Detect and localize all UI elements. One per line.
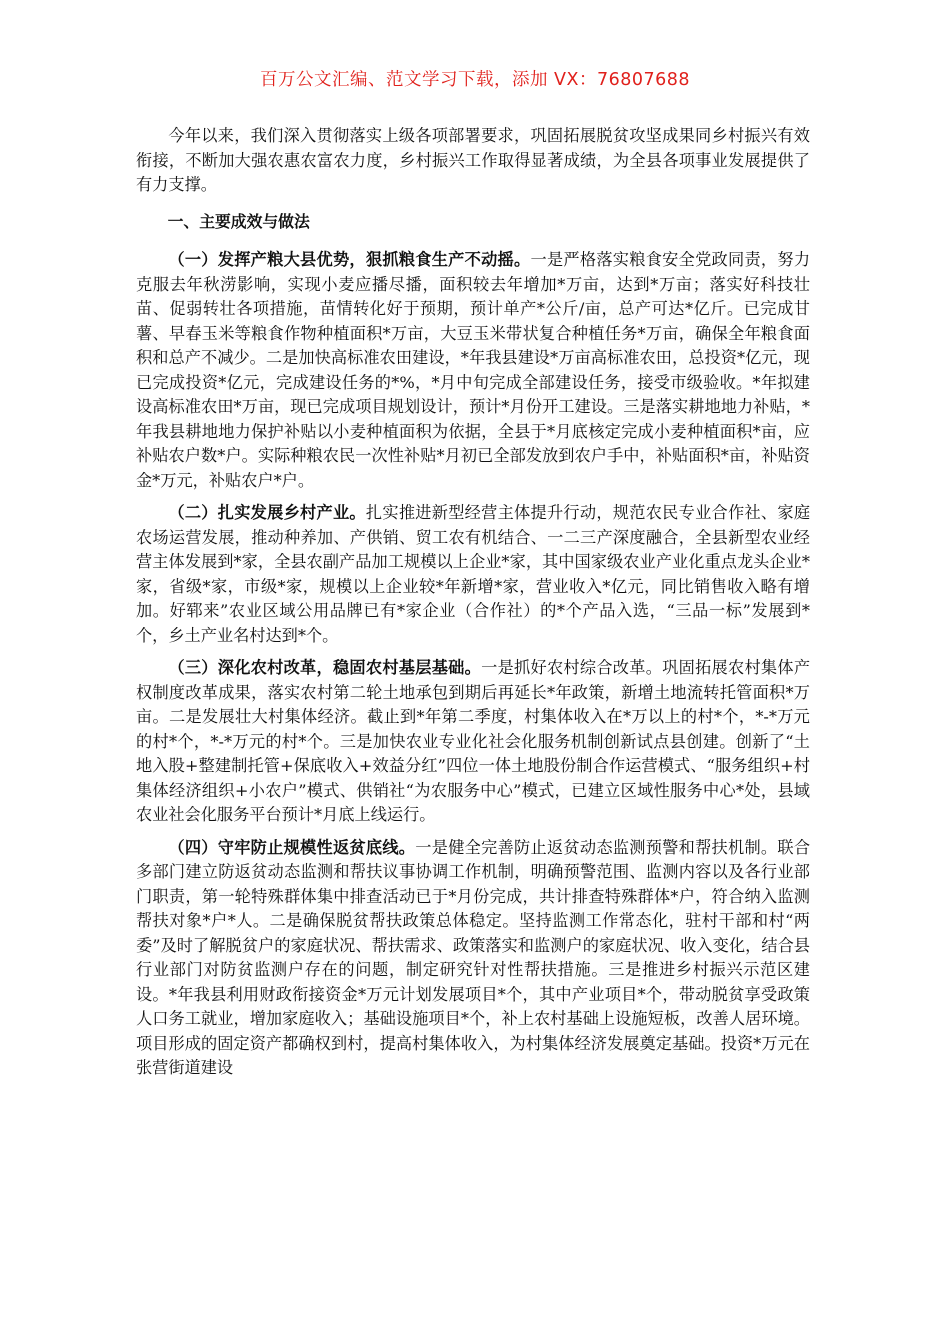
item-paragraph-3 [136, 656, 810, 828]
item-lead-1: （一）发挥产粮大县优势，狠抓粮食生产不动摇。 [168, 250, 531, 269]
item-body-1: 一是严格落实粮食安全党政同责，努力克服去年秋涝影响，实现小麦应播尽播，面积较去年增加*万亩，达到*万亩；落实好科技壮苗、促弱转壮各项措施，苗情转化好于预期，预计单产*公斤/亩，总产可达*亿斤。已完成甘薯、早春玉米等粮食作物种植面积*万亩，大豆玉米带状复合种植任务*万亩，确保全年粮食面积和总产不减少。二是加快高标准农田建设，*年我县建设*万亩高标准农田，总投资*亿元，现已完成投资*亿元，完成建设任务的*%，*月中旬完成全部建设任务，接受市级验收。*年拟建设高标准农田*万亩，现已完成项目规划设计，预计*月份开工建设。三是落实耕地地力补贴，*年我县耕地地力保护补贴以小麦种植面积为依据，全县于*月底核定完成小麦种植面积*亩，应补贴农户数*户。实际种粮农民一次性补贴*月初已全部发放到农户手中，补贴面积*亩，补贴资金*万元，补贴农户*户。 [136, 250, 811, 490]
item-paragraph-4 [136, 836, 810, 1081]
item-lead-2: （二）扎实发展乡村产业。 [168, 503, 366, 522]
item-body-3: 一是抓好农村综合改革。巩固拓展农村集体产权制度改革成果，落实农村第二轮土地承包到期后再延长*年政策，新增土地流转托管面积*万亩。二是发展壮大村集体经济。截止到*年第二季度，村集体收入在*万以上的村*个，*-*万元的村*个，*-*万元的村*个。三是加快农业专业化社会化服务机制创新试点县创建。创新了“土地入股+整建制托管+保底收入+效益分红”四位一体土地股份制合作运营模式、“服务组织+村集体经济组织+小农户”模式、供销社“为农服务中心”模式，已建立区域性服务中心*处，县域农业社会化服务平台预计*月底上线运行。 [136, 658, 811, 824]
item-lead-4: （四）守牢防止规模性返贫底线。 [168, 837, 416, 857]
item-body-2: 扎实推进新型经营主体提升行动，规范农民专业合作社、家庭农场运营发展，推动种养加、产供销、贸工农有机结合、一二三产深度融合，全县新型农业经营主体发展到*家，全县农副产品加工规模以上企业*家，其中国家级农业产业化重点龙头企业*家，省级*家，市级*家，规模以上企业较*年新增*家，营业收入*亿元，同比销售收入略有增加。好郓来”农业区域公用品牌已有*家企业（合作社）的*个产品入选，“三品一标”发展到*个，乡土产业名村达到*个。 [136, 503, 811, 645]
section-heading: 一、主要成效与做法 [167, 211, 310, 231]
item-body-4: 一是健全完善防止返贫动态监测预警和帮扶机制。联合多部门建立防返贫动态监测和帮扶议事协调工作机制，明确预警范围、监测内容以及各行业部门职责，第一轮特殊群体集中排查活动已于*月份完成，共计排查特殊群体*户，符合纳入监测帮扶对象*户*人。二是确保脱贫帮扶政策总体稳定。坚持监测工作常态化，驻村干部和村“两委”及时了解脱贫户的家庭状况、帮扶需求、政策落实和监测户的家庭状况、收入变化，结合县行业部门对防贫监测户存在的问题，制定研究针对性帮扶措施。三是推进乡村振兴示范区建设。*年我县利用财政衔接资金*万元计划发展项目*个，其中产业项目*个，带动脱贫享受政策人口务工就业，增加家庭收入；基础设施项目*个，补上农村基础上设施短板，改善人居环境。项目形成的固定资产都确权到村，提高村集体收入，为村集体经济发展奠定基础。投资*万元在张营街道建设 [136, 837, 811, 1077]
item-paragraph-1 [136, 248, 810, 493]
item-lead-3: （三）深化农村改革，稳固农村基层基础。 [168, 658, 482, 677]
item-paragraph-2 [136, 501, 810, 648]
document-body [136, 124, 810, 1089]
intro-paragraph: 今年以来，我们深入贯彻落实上级各项部署要求，巩固拓展脱贫攻坚成果同乡村振兴有效衔接，不断加大强农惠农富农力度，乡村振兴工作取得显著成绩，为全县各项事业发展提供了有力支撑。 [136, 126, 810, 194]
header-banner: 百万公文汇编、范文学习下载，添加 VX：76807688 [259, 70, 691, 90]
